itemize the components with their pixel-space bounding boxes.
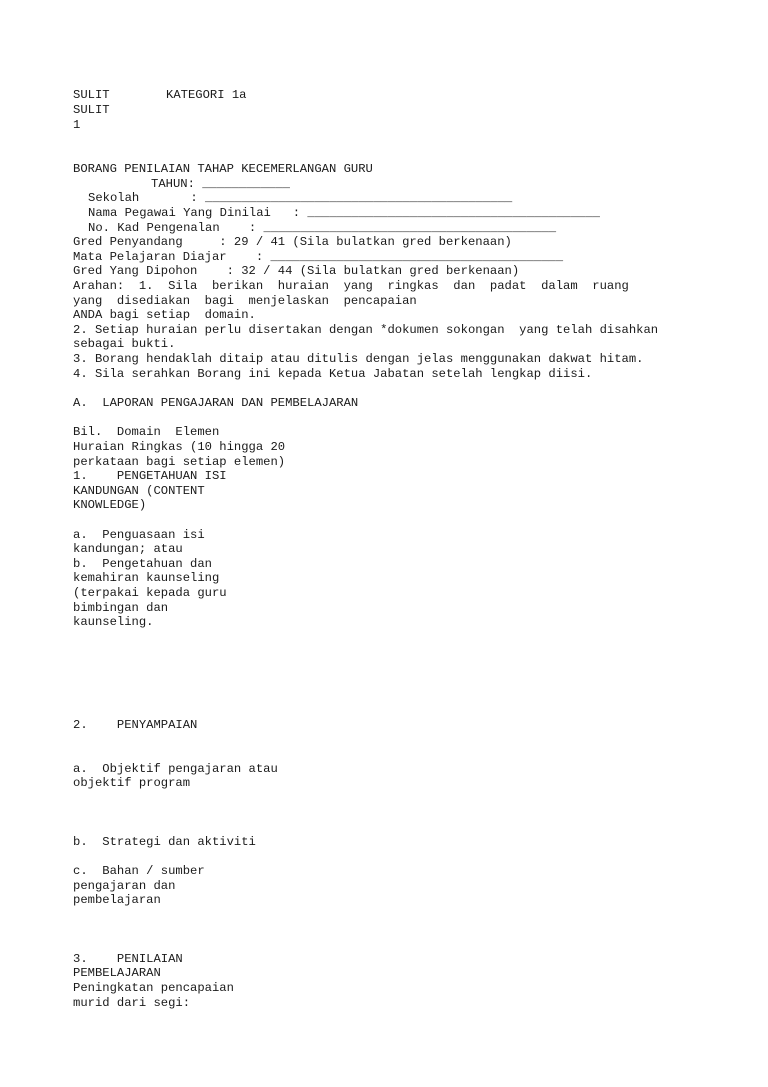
domain-2-element-a: objektif program [73,776,191,790]
domain-1-title: KANDUNGAN (CONTENT [73,484,205,498]
sekolah-field: Sekolah : __________________________________________ [88,191,513,205]
arahan-line: 3. Borang hendaklah ditaip atau ditulis dengan jelas menggunakan dakwat hitam. [73,352,644,366]
domain-2-element-b: b. Strategi dan aktiviti [73,835,256,849]
domain-2-element-c: c. Bahan / sumber [73,864,205,878]
page-number: 1 [73,118,81,132]
domain-1-element-b: (terpakai kepada guru [73,586,227,600]
column-header-huraian: perkataan bagi setiap elemen) [73,455,286,469]
form-title: BORANG PENILAIAN TAHAP KECEMERLANGAN GURU [73,162,373,176]
domain-1-element-b: bimbingan dan [73,601,169,615]
mata-pelajaran-field: Mata Pelajaran Diajar : ________________________________________ [73,250,564,264]
domain-2-title: 2. PENYAMPAIAN [73,718,198,732]
arahan-line: 2. Setiap huraian perlu disertakan dengan *dokumen sokongan yang telah disahkan [73,323,659,337]
arahan-line: sebagai bukti. [73,337,176,351]
domain-2-element-c: pembelajaran [73,893,161,907]
domain-1-element-a: kandungan; atau [73,542,183,556]
header-sulit: SULIT [73,88,110,102]
domain-1-element-a: a. Penguasaan isi [73,528,205,542]
domain-3-text: murid dari segi: [73,996,191,1010]
domain-1-element-b: kaunseling. [73,615,154,629]
arahan-line: Arahan: 1. Sila berikan huraian yang ringkas dan padat dalam ruang [73,279,629,293]
no-kad-field: No. Kad Pengenalan : ________________________________________ [88,221,557,235]
arahan-line: yang disediakan bagi menjelaskan pencapaian [73,294,417,308]
gred-dipohon-field: Gred Yang Dipohon : 32 / 44 (Sila bulatkan gred berkenaan) [73,264,520,278]
arahan-line: 4. Sila serahkan Borang ini kepada Ketua Jabatan setelah lengkap diisi. [73,367,593,381]
domain-3-text: Peningkatan pencapaian [73,981,234,995]
domain-1-element-b: b. Pengetahuan dan [73,557,212,571]
domain-1-title: 1. PENGETAHUAN ISI [73,469,227,483]
domain-1-element-b: kemahiran kaunseling [73,571,220,585]
domain-2-element-c: pengajaran dan [73,879,176,893]
domain-3-title: 3. PENILAIAN [73,952,183,966]
domain-3-title: PEMBELAJARAN [73,966,161,980]
column-header: Bil. Domain Elemen [73,425,220,439]
domain-1-title: KNOWLEDGE) [73,498,147,512]
header-kategori: KATEGORI 1a [166,88,247,102]
arahan-line: ANDA bagi setiap domain. [73,308,256,322]
header-sulit-2: SULIT [73,103,110,117]
tahun-field: TAHUN: ____________ [151,177,290,191]
column-header-huraian: Huraian Ringkas (10 hingga 20 [73,440,286,454]
nama-pegawai-field: Nama Pegawai Yang Dinilai : ________________________________________ [88,206,600,220]
domain-2-element-a: a. Objektif pengajaran atau [73,762,278,776]
section-a-heading: A. LAPORAN PENGAJARAN DAN PEMBELAJARAN [73,396,359,410]
gred-penyandang-field: Gred Penyandang : 29 / 41 (Sila bulatkan gred berkenaan) [73,235,512,249]
